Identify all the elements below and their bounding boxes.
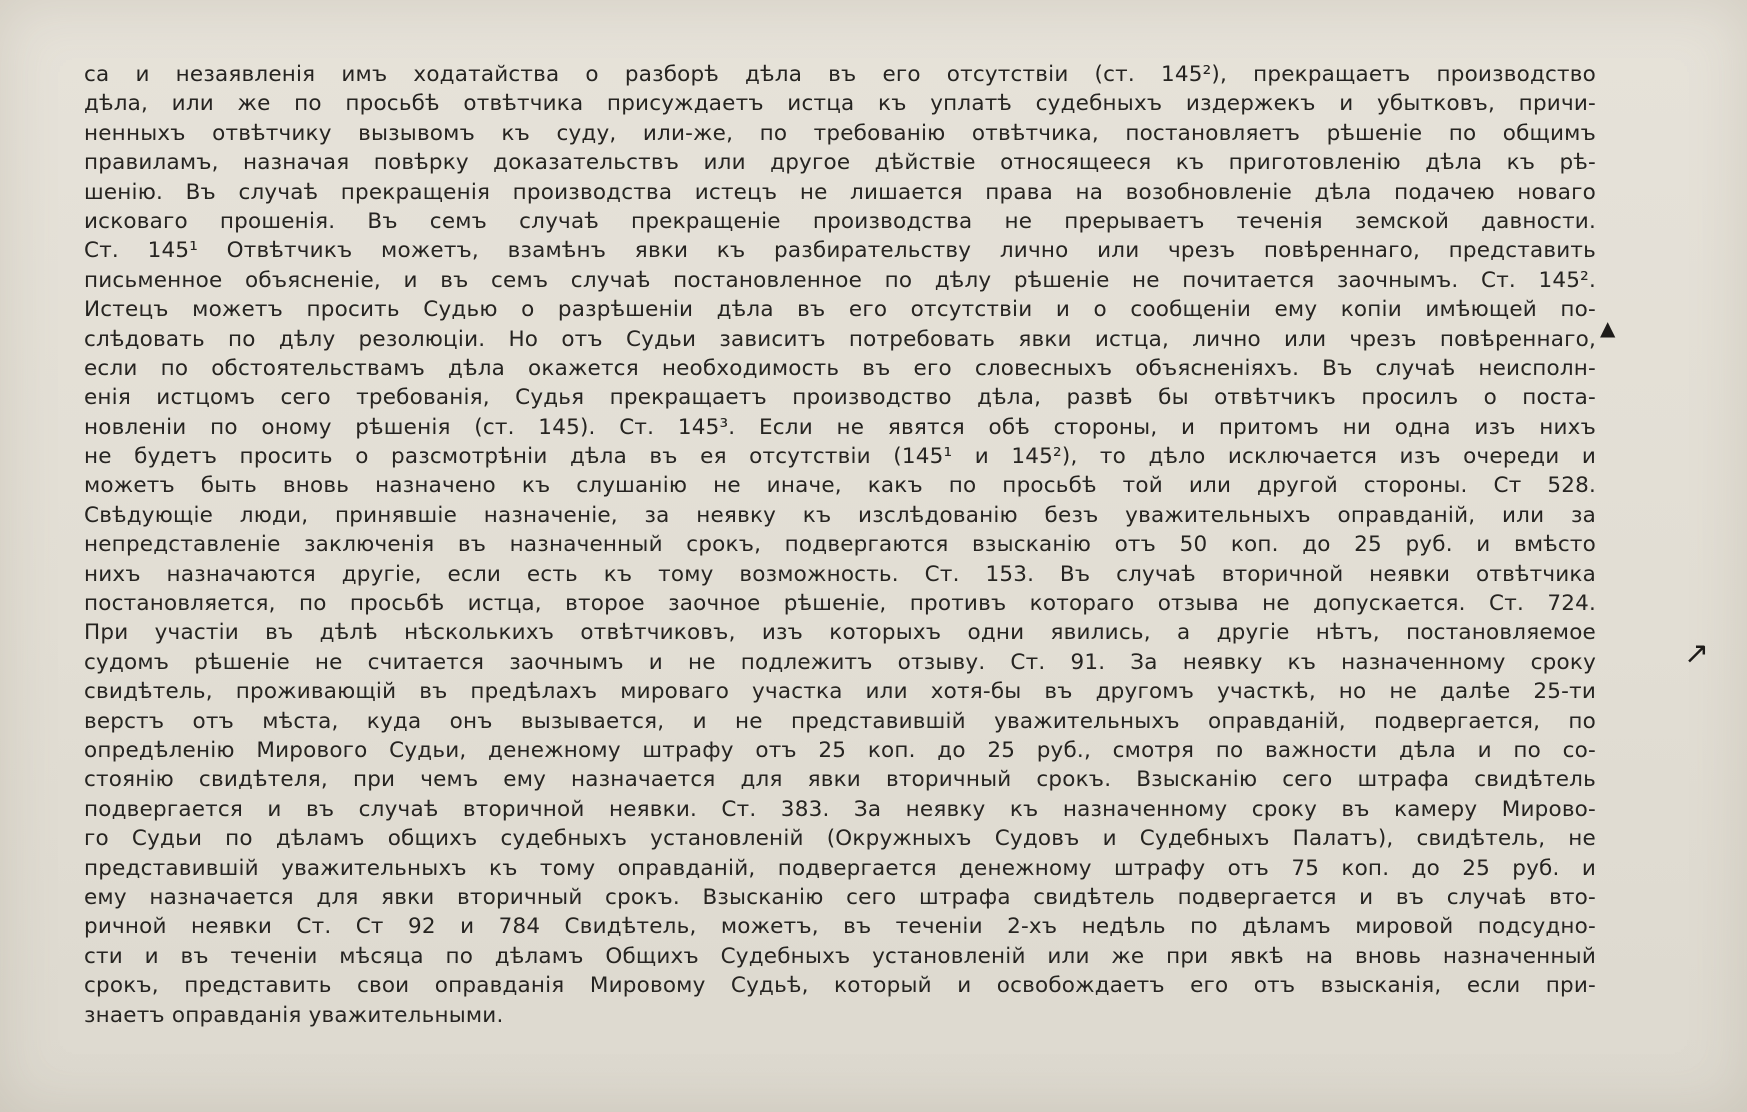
text-line: можетъ быть вновь назначено къ слушанію не иначе, какъ по просьбѣ той или другой стороны. Ст 528. — [84, 473, 1596, 499]
text-line: Ст. 145¹ Отвѣтчикъ можетъ, взамѣнъ явки къ разбирательству лично или чрезъ повѣреннаго, представить — [84, 238, 1596, 264]
text-line: енія истцомъ сего требованія, Судья прекращаетъ производство дѣла, развѣ бы отвѣтчикъ просилъ о поста- — [84, 385, 1596, 411]
text-line: постановляется, по просьбѣ истца, второе заочное рѣшеніе, противъ котораго отзыва не допускается. Ст. 724. — [84, 591, 1596, 617]
text-line: знаетъ оправданія уважительными. — [84, 1002, 504, 1028]
text-line: ненныхъ отвѣтчику вызывомъ къ суду, или-же, по требованію отвѣтчика, постановляетъ рѣшеніе по общимъ — [84, 120, 1596, 146]
text-line: срокъ, представить свои оправданія Мировому Судьѣ, который и освобождаетъ его отъ взысканія, если при- — [84, 973, 1596, 999]
text-line: При участіи въ дѣлѣ нѣсколькихъ отвѣтчиковъ, изъ которыхъ одни явились, а другіе нѣтъ, постановляемое — [84, 620, 1596, 646]
text-line: ему назначается для явки вторичный срокъ. Взысканію сего штрафа свидѣтель подвергается и въ случаѣ вто- — [84, 884, 1596, 910]
text-line: шенію. Въ случаѣ прекращенія производства истецъ не лишается права на возобновленіе дѣла подачею новаго — [84, 179, 1596, 205]
text-line: свидѣтель, проживающій въ предѣлахъ мироваго участка или хотя-бы въ другомъ участкѣ, но не далѣе 25-ти — [84, 679, 1596, 705]
text-line: правиламъ, назначая повѣрку доказательствъ или другое дѣйствіе относящееся къ приготовленію дѣла къ рѣ- — [84, 150, 1596, 176]
text-line: представившій уважительныхъ къ тому оправданій, подвергается денежному штрафу отъ 75 коп. до 25 руб. и — [84, 855, 1596, 881]
text-line: слѣдовать по дѣлу резолюціи. Но отъ Судьи зависитъ потребовать явки истца, лично или чрезъ повѣреннаго, — [84, 326, 1596, 352]
text-line: Истецъ можетъ просить Судью о разрѣшеніи дѣла въ его отсутствіи и о сообщеніи ему копіи имѣющей по- — [84, 297, 1596, 323]
text-line: верстъ отъ мѣста, куда онъ вызывается, и не представившій уважительныхъ оправданій, подвергается, по — [84, 708, 1596, 734]
text-line: нихъ назначаются другіе, если есть къ тому возможность. Ст. 153. Въ случаѣ вторичной неявки отвѣтчика — [84, 561, 1596, 587]
document-text-block — [84, 60, 1596, 1030]
text-line: не будетъ просить о разсмотрѣніи дѣла въ ея отсутствіи (145¹ и 145²), то дѣло исключается изъ очереди и — [84, 444, 1596, 470]
text-line: стоянію свидѣтеля, при чемъ ему назначается для явки вторичный срокъ. Взысканію сего штрафа свидѣтель — [84, 767, 1596, 793]
text-line: судомъ рѣшеніе не считается заочнымъ и не подлежитъ отзыву. Ст. 91. За неявку къ назначенному сроку — [84, 649, 1596, 675]
text-line: непредставленіе заключенія въ назначенный срокъ, подвергаются взысканію отъ 50 коп. до 25 руб. и вмѣсто — [84, 532, 1596, 558]
text-line: го Судьи по дѣламъ общихъ судебныхъ установленій (Окружныхъ Судовъ и Судебныхъ Палатъ), свидѣтель, не — [84, 826, 1596, 852]
text-line: подвергается и въ случаѣ вторичной неявки. Ст. 383. За неявку къ назначенному сроку въ камеру Мирово- — [84, 796, 1596, 822]
text-line: письменное объясненіе, и въ семъ случаѣ постановленное по дѣлу рѣшеніе не почитается заочнымъ. Ст. 145². — [84, 267, 1596, 293]
text-line: исковаго прошенія. Въ семъ случаѣ прекращеніе производства не прерываетъ теченія земской давности. — [84, 208, 1596, 234]
text-line: опредѣленію Мирового Судьи, денежному штрафу отъ 25 коп. до 25 руб., смотря по важности дѣла и по со- — [84, 737, 1596, 763]
text-line: новленіи по оному рѣшенія (ст. 145). Ст. 145³. Если не явятся обѣ стороны, и притомъ ни одна изъ нихъ — [84, 414, 1596, 440]
text-line: если по обстоятельствамъ дѣла окажется необходимость въ его словесныхъ объясненіяхъ. Въ случаѣ неисполн- — [84, 355, 1596, 381]
ink-stroke-icon: ↗ — [1684, 636, 1710, 671]
text-line: сти и въ теченіи мѣсяца по дѣламъ Общихъ Судебныхъ установленій или же при явкѣ на вновь назначенный — [84, 943, 1596, 969]
text-line: Свѣдующіе люди, принявшіе назначеніе, за неявку къ изслѣдованію безъ уважительныхъ оправданій, или за — [84, 502, 1596, 528]
ink-speck-icon: ▲ — [1600, 316, 1616, 340]
text-line: дѣла, или же по просьбѣ отвѣтчика присуждаетъ истца къ уплатѣ судебныхъ издержекъ и убытковъ, причи- — [84, 91, 1596, 117]
text-line: ca и незаявленія имъ ходатайства о разборѣ дѣла въ его отсутствіи (ст. 145²), прекращаетъ производство — [84, 62, 1596, 87]
text-line: ричной неявки Ст. Ст 92 и 784 Свидѣтель, можетъ, въ теченіи 2-хъ недѣль по дѣламъ мировой подсудно- — [84, 914, 1596, 940]
